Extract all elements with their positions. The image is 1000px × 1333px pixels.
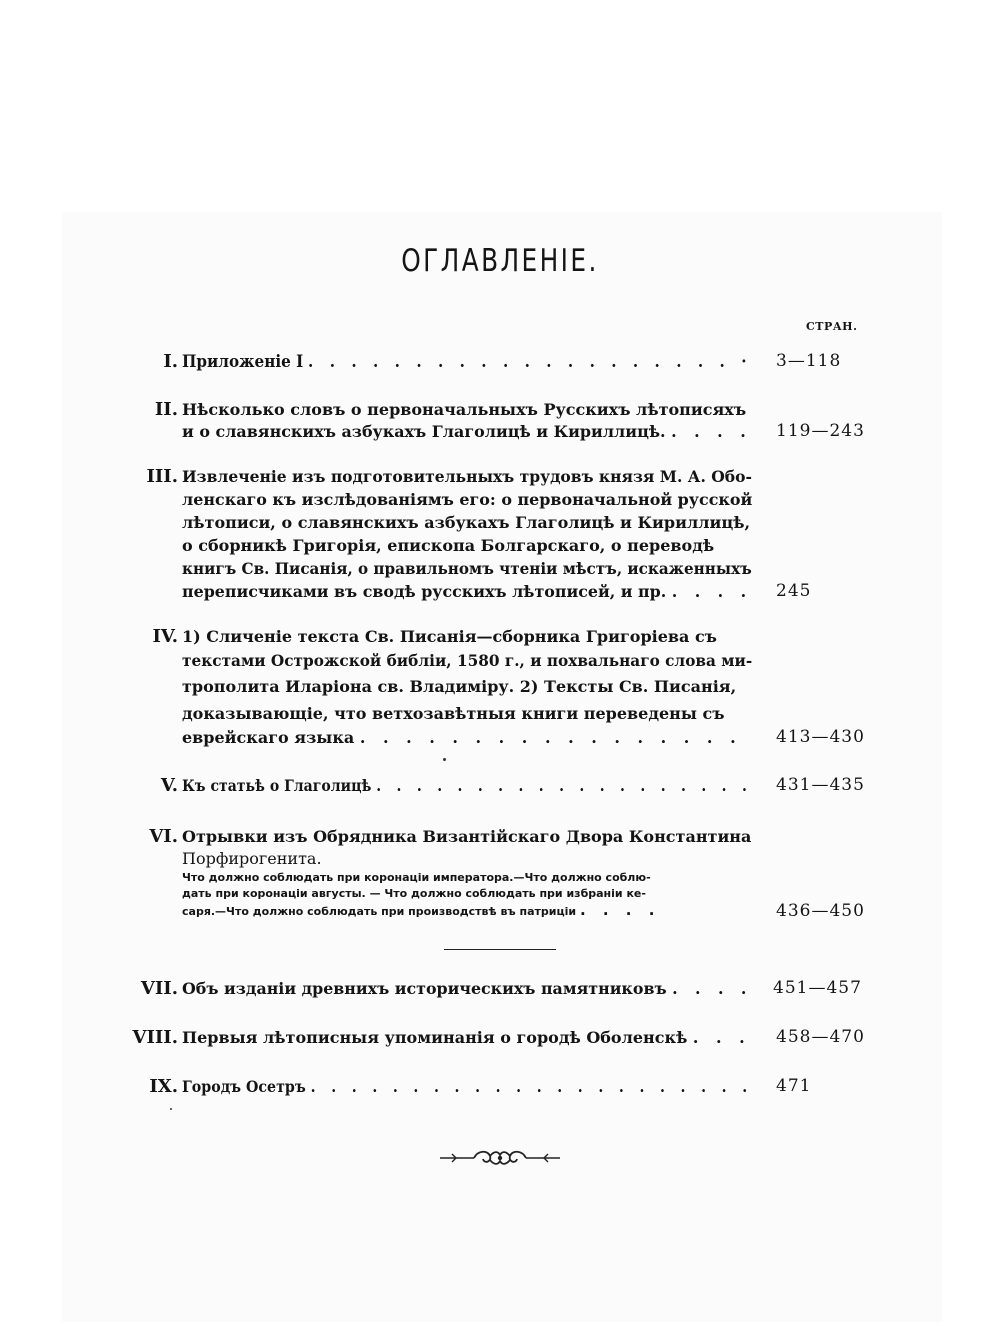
entry-subtitle-line: дать при коронаціи августы. — Что должно соблюдать при избраніи ке- bbox=[182, 887, 646, 900]
entry-title-line: о сборникѣ Григорія, епископа Болгарскаго, о переводѣ bbox=[182, 536, 715, 555]
entry-title-line: Порфирогенита. bbox=[182, 849, 322, 868]
entry-title-line: переписчиками въ сводѣ русскихъ лѣтописей, и пр. . . . . bbox=[182, 582, 752, 601]
entry-title-line: ленскаго къ изслѣдованіямъ его: о первоначальной русской bbox=[182, 490, 753, 509]
entry-title-line: Извлеченіе изъ подготовительныхъ трудовъ князя М. А. Обо- bbox=[182, 467, 752, 486]
dot-leader: . . . . bbox=[671, 422, 752, 441]
entry-title-line: текстами Острожской библіи, 1580 г., и похвальнаго слова ми- bbox=[182, 651, 752, 670]
page-title: ОГЛАВЛЕНІЕ. bbox=[401, 243, 599, 279]
print-speck bbox=[170, 1108, 172, 1110]
entry-title-line: Приложеніе I . . . . . . . . . . . . . . . . . . . . · bbox=[182, 352, 752, 371]
print-speck bbox=[443, 758, 446, 761]
entry-number: VI. bbox=[149, 826, 178, 847]
entry-page-range: 413—430 bbox=[776, 727, 865, 747]
entry-number: IV. bbox=[152, 626, 178, 647]
entry-title-line: Объ изданіи древнихъ историческихъ памятниковъ . . . . bbox=[182, 979, 753, 998]
entry-page-range: 3—118 bbox=[776, 351, 842, 371]
entry-title-line: Нѣсколько словъ о первоначальныхъ Русскихъ лѣтописяхъ bbox=[182, 400, 747, 419]
entry-page-range: 471 bbox=[776, 1076, 812, 1096]
entry-page-range: 431—435 bbox=[776, 775, 865, 795]
dot-leader: . . . . bbox=[672, 979, 753, 998]
vine-scroll-ornament-icon bbox=[438, 1143, 562, 1173]
dot-leader: . . . . . . . . . . . . . . . . . . . . · bbox=[308, 352, 752, 371]
entry-title-line: Отрывки изъ Обрядника Византійскаго Двора Константина bbox=[182, 827, 752, 846]
entry-page-range: 436—450 bbox=[776, 901, 865, 921]
entry-number: VIII. bbox=[132, 1027, 178, 1048]
entry-title-line: Первыя лѣтописныя упоминанія о городѣ Оболенскѣ . . . bbox=[182, 1028, 751, 1047]
entry-number: IX. bbox=[149, 1076, 178, 1097]
entry-title-line: трополита Иларіона св. Владиміру. 2) Тексты Св. Писанія, bbox=[182, 677, 737, 696]
entry-number: VII. bbox=[140, 978, 178, 999]
entry-subtitle-line: саря.—Что должно соблюдать при производствѣ въ патриціи . . . . bbox=[182, 903, 661, 919]
dot-leader: . . . . . . . . . . . . . . . . . . . bbox=[376, 776, 752, 795]
entry-title-line: книгъ Св. Писанія, о правильномъ чтеніи мѣстъ, искаженныхъ bbox=[182, 559, 752, 578]
entry-title-line: 1) Сличеніе текста Св. Писанія—сборника Григоріева съ bbox=[182, 627, 717, 646]
entry-title-line: и о славянскихъ азбукахъ Глаголицѣ и Кириллицѣ. . . . . bbox=[182, 422, 752, 441]
entry-subtitle-line: Что должно соблюдать при коронаціи императора.—Что должно соблю- bbox=[182, 871, 651, 884]
entry-title-line: еврейскаго языка . . . . . . . . . . . . . . . . . bbox=[182, 728, 742, 747]
entry-number: V. bbox=[160, 775, 178, 796]
section-divider bbox=[444, 949, 556, 950]
dot-leader: . . . . . . . . . . . . . . . . . bbox=[359, 728, 742, 747]
dot-leader: . . . . bbox=[671, 582, 752, 601]
entry-number: III. bbox=[146, 466, 178, 487]
dot-leader: . . . . bbox=[579, 903, 661, 919]
entry-title-line: Къ статьѣ о Глаголицѣ . . . . . . . . . . . . . . . . . . . bbox=[182, 776, 752, 795]
entry-page-range: 245 bbox=[776, 581, 812, 601]
entry-page-range: 458—470 bbox=[776, 1027, 865, 1047]
pages-column-header: СТРАН. bbox=[806, 320, 858, 333]
dot-leader: . . . bbox=[692, 1028, 751, 1047]
entry-number: II. bbox=[154, 399, 178, 420]
entry-page-range: 451—457 bbox=[773, 978, 862, 998]
entry-number: I. bbox=[163, 351, 178, 372]
entry-title-line: Городъ Осетръ . . . . . . . . . . . . . . . . . . . . . . bbox=[182, 1077, 753, 1096]
dot-leader: . . . . . . . . . . . . . . . . . . . . . . bbox=[310, 1077, 753, 1096]
entry-page-range: 119—243 bbox=[776, 421, 865, 441]
entry-title-line: доказывающіе, что ветхозавѣтныя книги переведены съ bbox=[182, 704, 725, 723]
entry-title-line: лѣтописи, о славянскихъ азбукахъ Глаголицѣ и Кириллицѣ, bbox=[182, 513, 751, 532]
